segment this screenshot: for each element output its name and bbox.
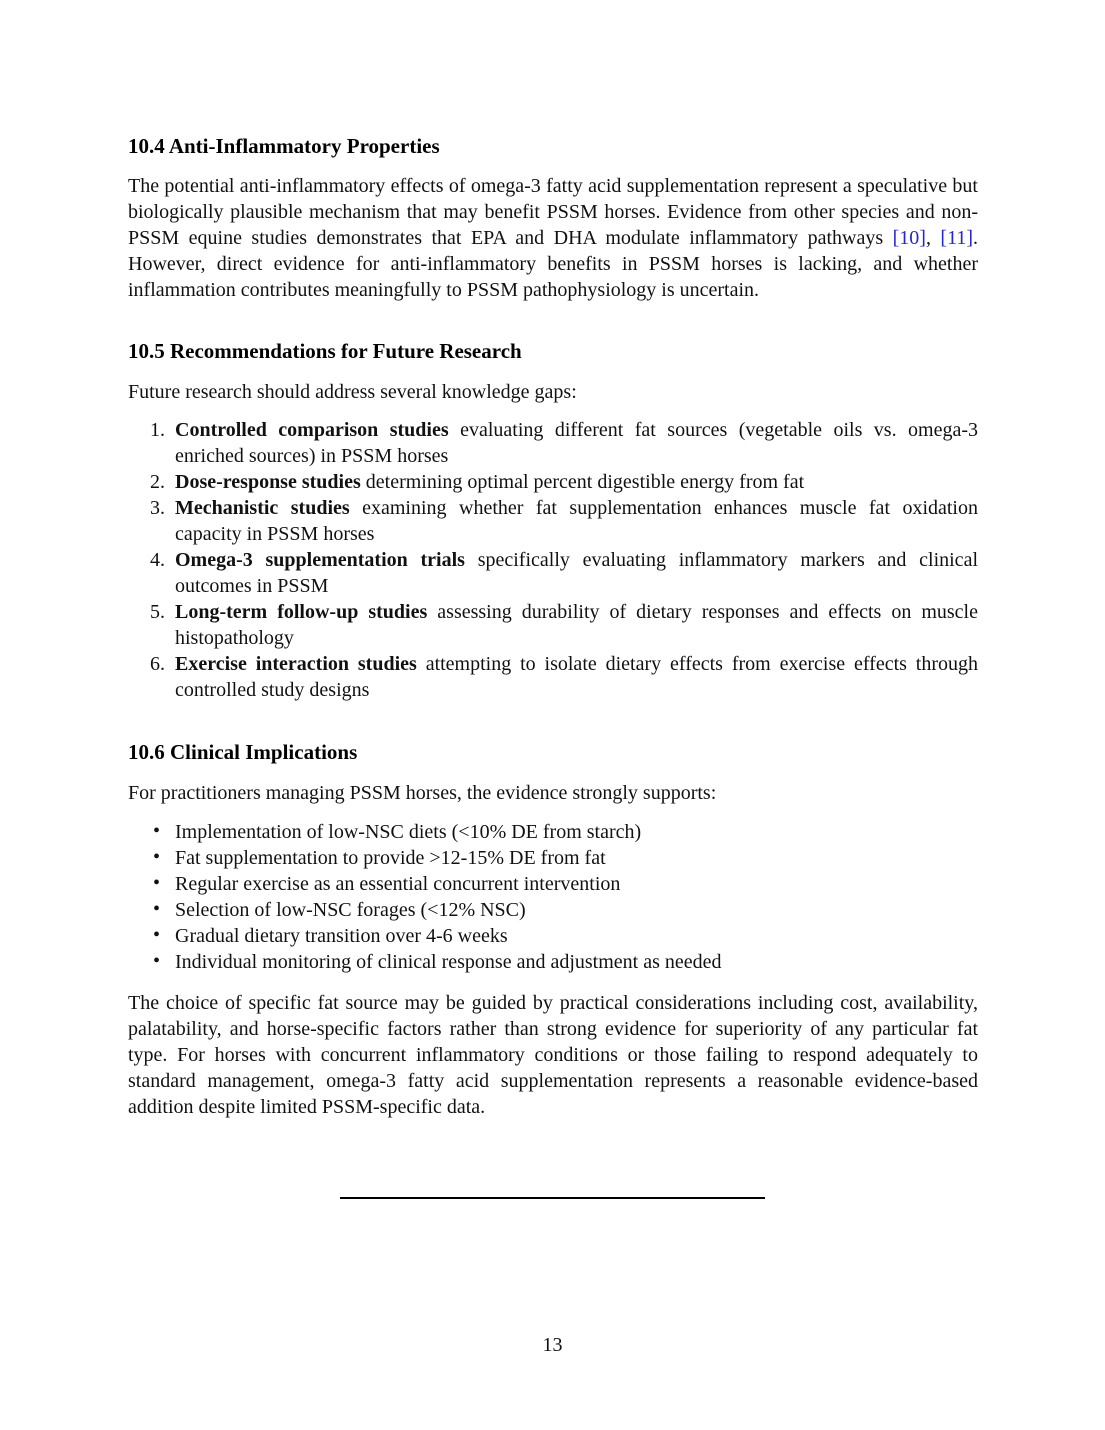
clinical-implications-list (128, 819, 978, 975)
footnote-rule (340, 1197, 765, 1199)
item-text: specifically evaluating inflammatory markers and clinical outcomes in PSSM (175, 549, 978, 597)
item-bold-label: Mechanistic studies (175, 497, 350, 519)
bullet-icon: • (153, 820, 161, 842)
bullet-item (153, 897, 978, 923)
section-heading-10-4: 10.4 Anti-Inflammatory Properties (128, 134, 440, 158)
item-text: attempting to isolate dietary effects from exercise effects through controlled study designs (175, 653, 979, 701)
numbered-item (150, 547, 978, 599)
item-text: Implementation of low-NSC diets (<10% DE from starch) (175, 821, 642, 843)
numbered-item (150, 599, 978, 651)
item-text: Selection of low-NSC forages (<12% NSC) (175, 899, 526, 921)
paragraph-clinical-intro: For practitioners managing PSSM horses, the evidence strongly supports: (128, 782, 717, 804)
item-text: determining optimal percent digestible energy from fat (360, 471, 805, 493)
bullet-icon: • (153, 950, 161, 972)
item-bold-label: Controlled comparison studies (175, 419, 449, 441)
numbered-item (150, 417, 978, 469)
item-bold-label: Long-term follow-up studies (175, 601, 428, 623)
item-text: examining whether fat supplementation enhances muscle fat oxidation capacity in PSSM horses (175, 497, 978, 545)
paragraph-future-research-intro: Future research should address several knowledge gaps: (128, 381, 577, 403)
bullet-icon: • (153, 924, 161, 946)
item-number: 6. (150, 653, 165, 675)
item-number: 4. (150, 549, 165, 571)
research-recommendations-list (128, 417, 978, 703)
item-number: 5. (150, 601, 165, 623)
item-text: Gradual dietary transition over 4-6 weeks (175, 925, 508, 947)
bullet-item (153, 819, 978, 845)
paragraph-text: , (925, 227, 941, 249)
numbered-item (150, 651, 979, 703)
item-number: 2. (150, 471, 165, 493)
bullet-item (153, 949, 978, 975)
paragraph-text: The potential anti-inflammatory effects of omega-3 fatty acid supplementation represent a speculative but biologically plausible mechanism that may benefit PSSM horses. Evidence from other species and non-PSSM equine studies demonstrates that EPA and DHA modulate inflammatory pathways (128, 175, 978, 249)
page-number: 13 (542, 1334, 563, 1356)
citation-link-10[interactable]: [10] (892, 227, 926, 249)
item-number: 1. (150, 419, 165, 441)
item-bold-label: Dose-response studies (175, 471, 361, 493)
item-text: Fat supplementation to provide >12-15% DE from fat (175, 847, 606, 869)
item-text: evaluating different fat sources (vegetable oils vs. omega-3 enriched sources) in PSSM horses (175, 419, 978, 467)
paragraph-closing: The choice of specific fat source may be guided by practical considerations including cost, availability, palatability, and horse-specific factors rather than strong evidence for superiority of any particular fat type. For horses with concurrent inflammatory conditions or those failing to respond adequately to standard management, omega-3 fatty acid supplementation represents a reasonable evidence-based addition despite limited PSSM-specific data. (128, 992, 978, 1118)
item-bold-label: Exercise interaction studies (175, 653, 417, 675)
paragraph-anti-inflammatory (128, 173, 978, 303)
text-block (128, 133, 978, 1120)
bullet-item (153, 845, 978, 871)
item-text: Individual monitoring of clinical response and adjustment as needed (175, 951, 722, 973)
item-bold-label: Omega-3 supplementation trials (175, 549, 465, 571)
numbered-item (150, 469, 978, 495)
item-number: 3. (150, 497, 165, 519)
item-text: Regular exercise as an essential concurrent intervention (175, 873, 621, 895)
citation-link-11[interactable]: [11] (940, 227, 973, 249)
numbered-item (150, 495, 978, 547)
bullet-icon: • (153, 872, 161, 894)
section-heading-10-5: 10.5 Recommendations for Future Research (128, 339, 522, 363)
bullet-item (153, 923, 978, 949)
section-heading-10-6: 10.6 Clinical Implications (128, 740, 358, 764)
item-text: assessing durability of dietary responses and effects on muscle histopathology (175, 601, 978, 649)
bullet-icon: • (153, 898, 161, 920)
paragraph-text: . However, direct evidence for anti-inflammatory benefits in PSSM horses is lacking, and whether inflammation contributes meaningfully to PSSM pathophysiology is uncertain. (128, 227, 978, 301)
bullet-item (153, 871, 978, 897)
bullet-icon: • (153, 846, 161, 868)
